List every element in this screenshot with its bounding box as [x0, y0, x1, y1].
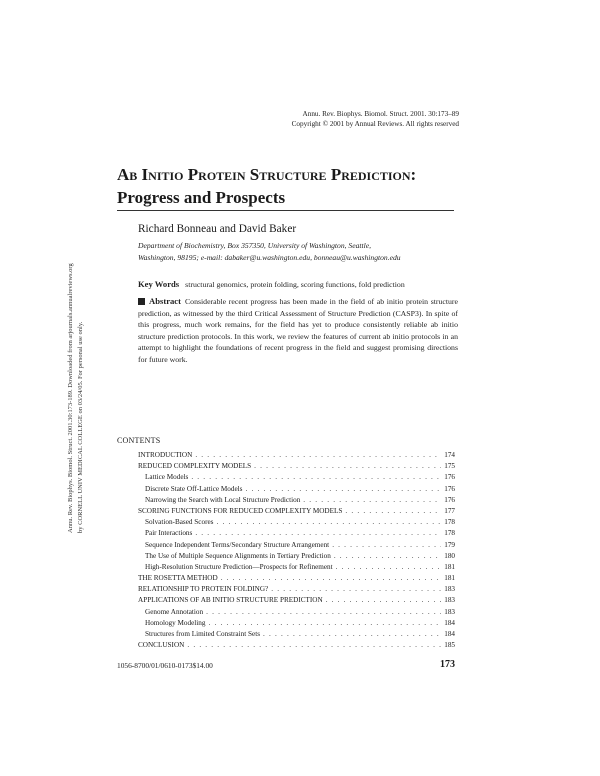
toc-entry-page: 178: [444, 518, 455, 527]
toc-entry[interactable]: [138, 573, 455, 584]
toc-entry-label: Sequence Independent Terms/Secondary Structure Arrangement: [145, 540, 330, 549]
toc-entry-page: 183: [444, 607, 455, 616]
journal-citation: Annu. Rev. Biophys. Biomol. Struct. 2001. 30:173–89: [302, 110, 459, 118]
keywords-label: Key Words: [138, 279, 180, 289]
toc-leader-dots: [221, 573, 442, 584]
toc-entry-page: 181: [444, 574, 455, 583]
affiliation: [138, 240, 468, 264]
toc-entry-label: Genome Annotation: [145, 607, 204, 616]
affiliation-line-2: Washington, 98195; e-mail: dabaker@u.washington.edu, bonneau@u.washington.edu: [138, 253, 401, 262]
toc-entry-page: 184: [444, 618, 455, 627]
authors: Richard Bonneau and David Baker: [138, 223, 297, 235]
download-side-note: [66, 213, 85, 533]
toc-leader-dots: [187, 640, 441, 651]
toc-leader-dots: [209, 618, 442, 629]
toc-entry-label: Pair Interactions: [145, 529, 193, 538]
toc-entry-page: 179: [444, 540, 455, 549]
title-line-1: [117, 163, 477, 186]
toc-entry-label: REDUCED COMPLEXITY MODELS: [138, 462, 252, 471]
toc-entry[interactable]: [138, 506, 455, 517]
toc-leader-dots: [303, 495, 441, 506]
toc-entry-page: 183: [444, 596, 455, 605]
toc-entry[interactable]: [138, 607, 455, 618]
toc-leader-dots: [195, 528, 441, 539]
page-number: 173: [440, 659, 455, 670]
toc-entry-page: 178: [444, 529, 455, 538]
title-part: rotein: [198, 165, 250, 184]
table-of-contents: [138, 450, 455, 651]
title-part: rediction:: [341, 165, 417, 184]
toc-entry[interactable]: [138, 461, 455, 472]
toc-entry-page: 184: [444, 630, 455, 638]
toc-leader-dots: [254, 461, 441, 472]
abstract: [138, 296, 458, 366]
toc-leader-dots: [345, 506, 441, 517]
contents-heading: CONTENTS: [117, 436, 161, 445]
toc-entry-page: 174: [444, 451, 455, 459]
toc-entry-label: SCORING FUNCTIONS FOR REDUCED COMPLEXITY MODELS: [138, 506, 343, 515]
title-line-2: Progress and Prospects: [117, 188, 286, 207]
toc-entry-label: Lattice Models: [145, 473, 189, 482]
toc-leader-dots: [326, 595, 442, 606]
toc-leader-dots: [216, 517, 441, 528]
journal-reference: [129, 109, 459, 129]
article-title: [117, 163, 477, 209]
toc-entry-page: 176: [444, 495, 455, 504]
toc-entry-label: Homology Modeling: [145, 618, 206, 627]
toc-entry-page: 185: [444, 641, 455, 650]
toc-leader-dots: [271, 584, 441, 595]
toc-entry[interactable]: [138, 484, 455, 495]
title-part: I: [141, 165, 149, 184]
title-part: b: [129, 165, 142, 184]
title-part: S: [249, 165, 260, 184]
toc-entry-label: RELATIONSHIP TO PROTEIN FOLDING?: [138, 585, 269, 594]
toc-entry-page: 180: [444, 551, 455, 560]
toc-entry-page: 176: [444, 484, 455, 493]
title-part: P: [330, 165, 342, 184]
toc-entry[interactable]: [138, 450, 455, 461]
toc-entry-label: INTRODUCTION: [138, 451, 193, 459]
footer-code: 1056-8700/01/0610-0173$14.00: [117, 661, 213, 670]
toc-entry-label: Narrowing the Search with Local Structure Prediction: [145, 495, 301, 504]
title-part: P: [187, 165, 199, 184]
toc-entry[interactable]: [138, 562, 455, 573]
toc-entry[interactable]: [138, 551, 455, 562]
toc-entry-page: 183: [444, 585, 455, 594]
toc-entry-label: The Use of Multiple Sequence Alignments in Tertiary Prediction: [145, 551, 331, 560]
abstract-text: Considerable recent progress has been made in the field of ab initio protein structure prediction, as witnessed by the third Critical Assessment of Structure Prediction (CASP3). In spite of this progress, much work remains, for the field has yet to produce consistently reliable ab initio structure prediction protocols. In this work, we review the features of current ab initio protocols in an attempt to highlight the foundations of recent progress in the field and suggest promising directions for future work.: [138, 297, 458, 364]
title-rule: [117, 210, 454, 211]
toc-entry[interactable]: [138, 640, 455, 651]
toc-leader-dots: [245, 484, 441, 495]
toc-entry-label: CONCLUSION: [138, 641, 185, 650]
title-part: tructure: [259, 165, 331, 184]
toc-entry-page: 177: [444, 506, 455, 515]
toc-entry[interactable]: [138, 517, 455, 528]
toc-entry[interactable]: [138, 540, 455, 551]
toc-entry-label: APPLICATIONS OF AB INITIO STRUCTURE PREDICTION: [138, 596, 323, 605]
toc-entry-page: 175: [444, 462, 455, 471]
toc-leader-dots: [191, 472, 441, 483]
toc-leader-dots: [336, 562, 442, 573]
toc-leader-dots: [195, 450, 441, 461]
toc-leader-dots: [206, 607, 441, 618]
toc-entry[interactable]: [138, 618, 455, 629]
abstract-label: Abstract: [149, 296, 181, 306]
toc-entry-label: Discrete State Off-Lattice Models: [145, 484, 243, 493]
toc-entry-label: THE ROSETTA METHOD: [138, 574, 218, 583]
toc-entry-label: Solvation-Based Scores: [145, 518, 214, 527]
affiliation-line-1: Department of Biochemistry, Box 357350, University of Washington, Seattle,: [138, 241, 371, 250]
toc-entry[interactable]: [138, 584, 455, 595]
keywords-text: structural genomics, protein folding, scoring functions, fold prediction: [185, 280, 405, 289]
toc-entry-label: Structures from Limited Constraint Sets: [145, 630, 260, 638]
square-bullet-icon: [138, 298, 145, 305]
title-part: A: [117, 165, 130, 184]
toc-entry-label: High-Resolution Structure Prediction—Prospects for Refinement: [145, 562, 333, 571]
toc-entry[interactable]: [138, 528, 455, 539]
toc-entry[interactable]: [138, 495, 455, 506]
side-note-line-2: by CORNELL UNIV MEDICAL COLLEGE on 03/24/05. For personal use only.: [76, 321, 84, 533]
side-note-line-1: Annu. Rev. Biophys. Biomol. Struct. 2001.30:173-189. Downloaded from arjournals.annualreviews.org: [67, 263, 74, 533]
toc-leader-dots: [334, 551, 441, 562]
toc-entry[interactable]: [138, 472, 455, 483]
toc-leader-dots: [263, 629, 441, 640]
toc-entry-page: 176: [444, 473, 455, 482]
toc-entry[interactable]: [138, 595, 455, 606]
toc-entry[interactable]: [138, 629, 455, 640]
copyright-line: Copyright © 2001 by Annual Reviews. All rights reserved: [291, 120, 459, 128]
toc-leader-dots: [332, 540, 441, 551]
keywords: [138, 279, 468, 289]
toc-entry-page: 181: [444, 562, 455, 571]
title-part: nitio: [148, 165, 188, 184]
